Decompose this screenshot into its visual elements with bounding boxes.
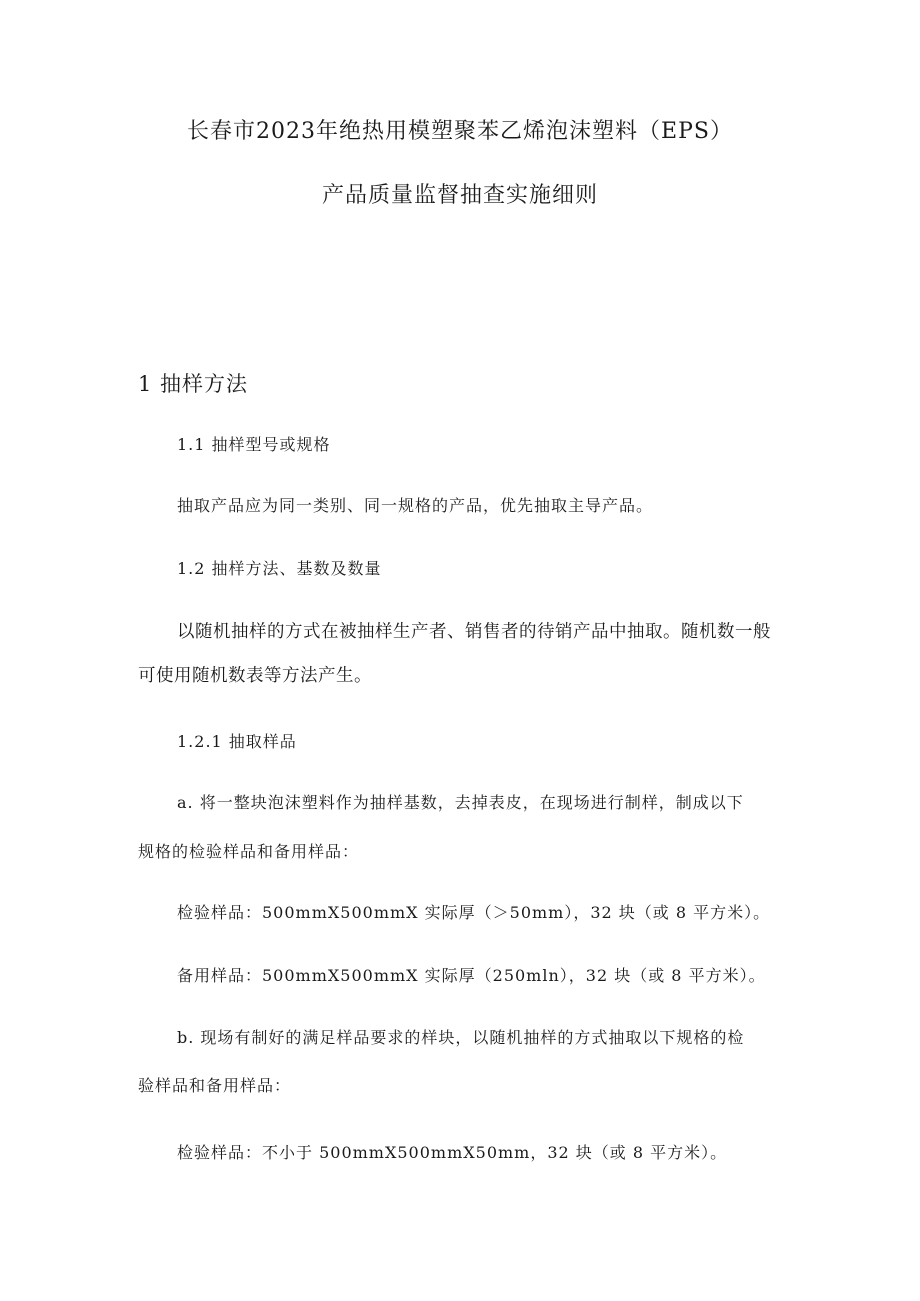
item-a-backup-sample: 备用样品：500mmX500mmX 实际厚（250mln），32 块（或 8 平方米）。 <box>177 966 766 985</box>
section-1-heading: 1 抽样方法 <box>138 372 249 396</box>
subsection-1-2-heading: 1.2 抽样方法、基数及数量 <box>177 559 382 578</box>
item-a-line-1: a. 将一整块泡沫塑料作为抽样基数，去掉表皮，在现场进行制样，制成以下 <box>177 793 744 812</box>
subsection-1-1-heading: 1.1 抽样型号或规格 <box>177 435 331 454</box>
item-b-line-2: 验样品和备用样品： <box>138 1076 292 1095</box>
document-title-line-1: 长春市2023年绝热用模塑聚苯乙烯泡沫塑料（EPS） <box>187 119 733 144</box>
item-a-line-2: 规格的检验样品和备用样品： <box>138 842 360 861</box>
item-b-test-sample: 检验样品：不小于 500mmX500mmX50mm，32 块（或 8 平方米）。 <box>177 1143 728 1162</box>
item-a-test-sample: 检验样品：500mmX500mmX 实际厚（＞50mm），32 块（或 8 平方米）。 <box>177 903 771 922</box>
item-b-line-1: b. 现场有制好的满足样品要求的样块，以随机抽样的方式抽取以下规格的检 <box>177 1028 745 1047</box>
subsection-1-1-text: 抽取产品应为同一类别、同一规格的产品，优先抽取主导产品。 <box>177 496 654 515</box>
subsection-1-2-text-line-2: 可使用随机数表等方法产生。 <box>138 666 372 686</box>
document-title-line-2: 产品质量监督抽查实施细则 <box>321 183 598 208</box>
subsection-1-2-text-line-1: 以随机抽样的方式在被抽样生产者、销售者的待销产品中抽取。随机数一般 <box>177 622 771 642</box>
subsection-1-2-1-heading: 1.2.1 抽取样品 <box>177 732 297 751</box>
